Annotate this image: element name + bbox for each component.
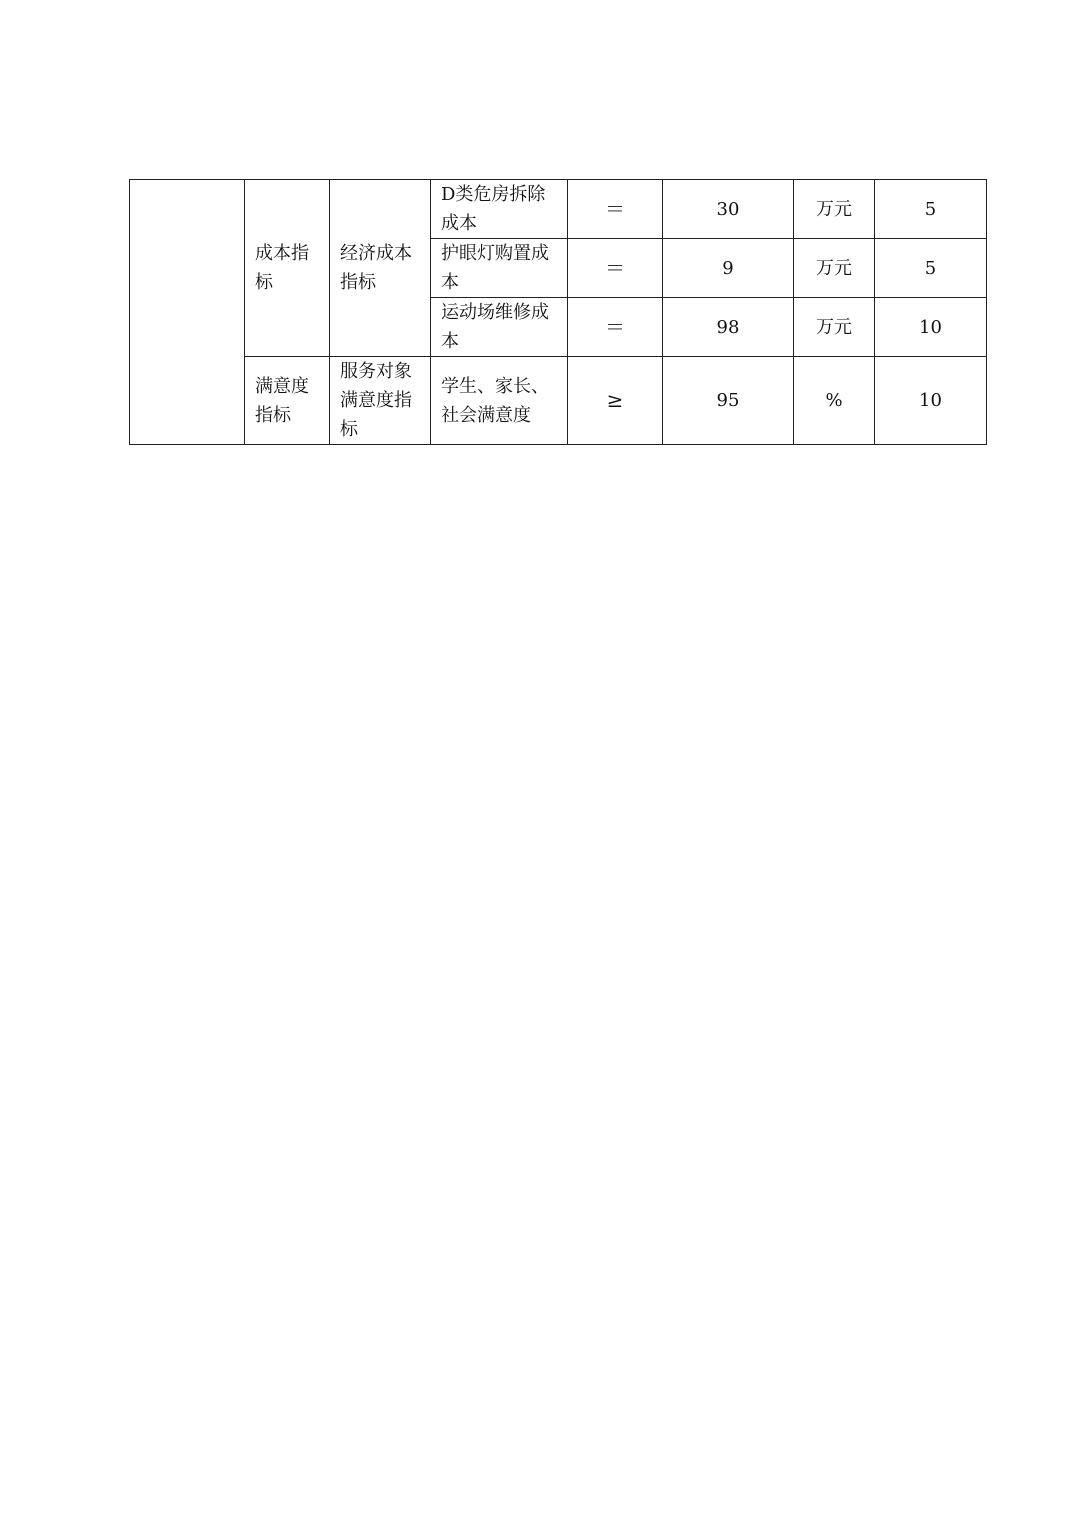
unit-cell: 万元 [794,298,875,357]
table-row [130,357,987,445]
unit-cell: 万元 [794,239,875,298]
indicator-cell: 运动场维修成本 [431,298,568,357]
level1-cell-empty [130,180,245,445]
indicator-cell: 护眼灯购置成本 [431,239,568,298]
value-cell: 95 [663,357,794,445]
unit-cell: % [794,357,875,445]
unit-cell: 万元 [794,180,875,239]
operator-cell: ＝ [568,180,663,239]
score-cell: 10 [875,357,987,445]
level2-cell: 成本指标 [245,180,330,357]
operator-cell: ≥ [568,357,663,445]
value-cell: 30 [663,180,794,239]
table-row [130,180,987,239]
operator-cell: ＝ [568,239,663,298]
level2-cell: 满意度指标 [245,357,330,445]
level3-cell: 服务对象满意度指标 [330,357,431,445]
performance-indicator-table [129,179,987,445]
score-cell: 5 [875,239,987,298]
level3-cell: 经济成本指标 [330,180,431,357]
indicator-cell: 学生、家长、社会满意度 [431,357,568,445]
score-cell: 5 [875,180,987,239]
operator-cell: ＝ [568,298,663,357]
indicator-cell: D类危房拆除成本 [431,180,568,239]
value-cell: 98 [663,298,794,357]
score-cell: 10 [875,298,987,357]
value-cell: 9 [663,239,794,298]
